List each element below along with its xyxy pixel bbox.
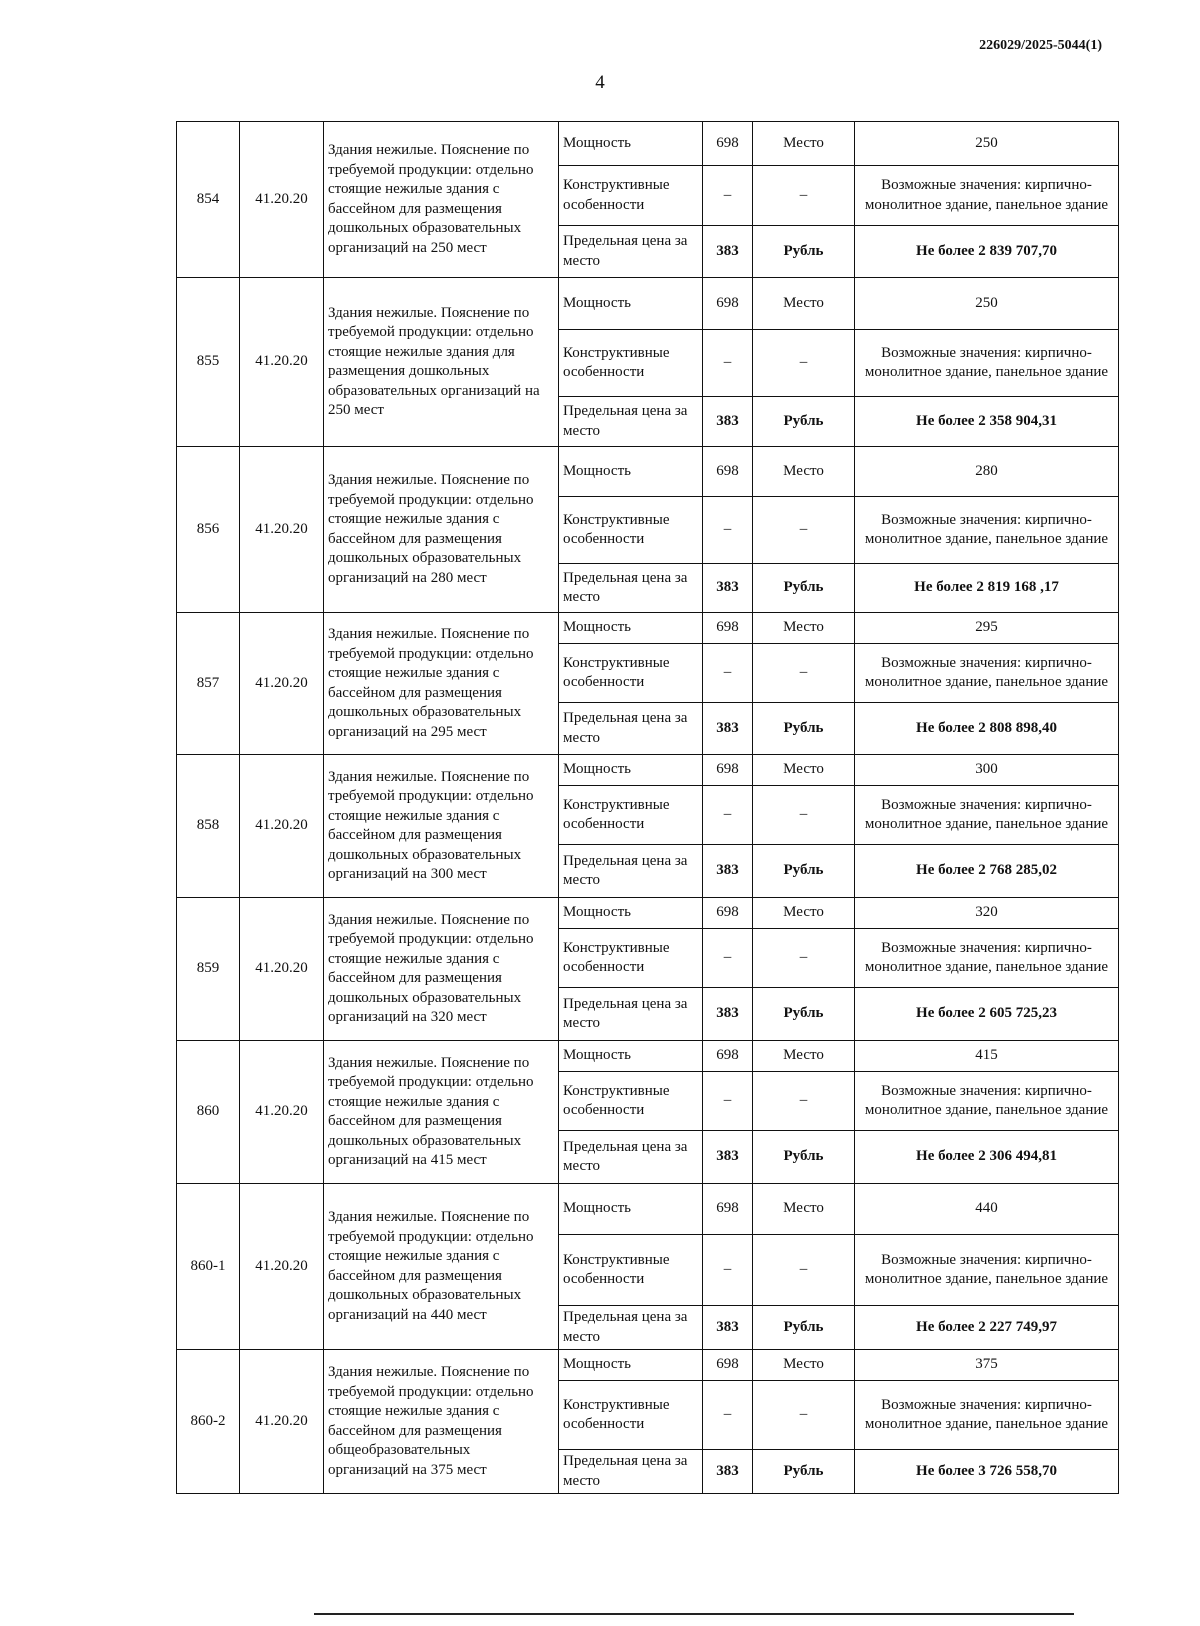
characteristic-name: Мощность (559, 278, 703, 330)
unit-name: – (753, 1381, 855, 1450)
unit-name: Рубль (753, 1131, 855, 1184)
row-number: 859 (177, 898, 240, 1041)
characteristic-name: Предельная цена за место (559, 845, 703, 898)
product-description: Здания нежилые. Пояснение по требуемой продукции: отдельно стоящие нежилые здания с бассейном для размещения дошкольных образовательных организаций на 440 мест (324, 1184, 559, 1350)
characteristic-value: Не более 2 819 168 ,17 (855, 564, 1119, 613)
unit-name: Рубль (753, 845, 855, 898)
page-number: 4 (595, 72, 605, 93)
unit-name: Место (753, 898, 855, 929)
characteristic-value: Возможные значения: кирпично-монолитное здание, панельное здание (855, 166, 1119, 226)
characteristic-name: Конструктивные особенности (559, 330, 703, 397)
characteristic-value: 415 (855, 1041, 1119, 1072)
characteristic-name: Конструктивные особенности (559, 1235, 703, 1306)
okei-code: 383 (703, 226, 753, 278)
okei-code: 383 (703, 1450, 753, 1494)
characteristic-name: Предельная цена за место (559, 1131, 703, 1184)
characteristic-value: Не более 2 605 725,23 (855, 988, 1119, 1041)
characteristic-name: Конструктивные особенности (559, 1072, 703, 1131)
okpd-code: 41.20.20 (240, 1184, 324, 1350)
unit-name: – (753, 1235, 855, 1306)
okei-code: 698 (703, 122, 753, 166)
unit-name: – (753, 929, 855, 988)
unit-name: Рубль (753, 1306, 855, 1350)
okpd-code: 41.20.20 (240, 898, 324, 1041)
characteristic-name: Мощность (559, 1184, 703, 1235)
characteristic-name: Мощность (559, 613, 703, 644)
row-number: 858 (177, 755, 240, 898)
product-description: Здания нежилые. Пояснение по требуемой продукции: отдельно стоящие нежилые здания с бассейном для размещения дошкольных образовательных организаций на 300 мест (324, 755, 559, 898)
product-description: Здания нежилые. Пояснение по требуемой продукции: отдельно стоящие нежилые здания с бассейном для размещения дошкольных образовательных организаций на 295 мест (324, 613, 559, 755)
table-row (177, 898, 1119, 929)
characteristic-value: Не более 2 227 749,97 (855, 1306, 1119, 1350)
characteristic-name: Предельная цена за место (559, 226, 703, 278)
unit-name: Рубль (753, 703, 855, 755)
okei-code: – (703, 929, 753, 988)
unit-name: Рубль (753, 226, 855, 278)
characteristic-value: Возможные значения: кирпично-монолитное здание, панельное здание (855, 1235, 1119, 1306)
table-row (177, 1184, 1119, 1235)
okpd-code: 41.20.20 (240, 613, 324, 755)
okei-code: 383 (703, 397, 753, 447)
product-description: Здания нежилые. Пояснение по требуемой продукции: отдельно стоящие нежилые здания для размещения дошкольных образовательных организаций на 250 мест (324, 278, 559, 447)
characteristic-name: Мощность (559, 1350, 703, 1381)
characteristic-name: Конструктивные особенности (559, 644, 703, 703)
row-number: 857 (177, 613, 240, 755)
product-description: Здания нежилые. Пояснение по требуемой продукции: отдельно стоящие нежилые здания с бассейном для размещения дошкольных образовательных организаций на 320 мест (324, 898, 559, 1041)
unit-name: Рубль (753, 564, 855, 613)
characteristic-value: Не более 2 768 285,02 (855, 845, 1119, 898)
unit-name: Место (753, 613, 855, 644)
okei-code: 383 (703, 845, 753, 898)
okei-code: 698 (703, 755, 753, 786)
okei-code: 698 (703, 1041, 753, 1072)
characteristic-value: Не более 2 808 898,40 (855, 703, 1119, 755)
okei-code: – (703, 1235, 753, 1306)
characteristic-value: Возможные значения: кирпично-монолитное здание, панельное здание (855, 644, 1119, 703)
unit-name: Рубль (753, 1450, 855, 1494)
table-row (177, 613, 1119, 644)
unit-name: – (753, 166, 855, 226)
okei-code: 698 (703, 278, 753, 330)
okei-code: 383 (703, 1306, 753, 1350)
unit-name: – (753, 330, 855, 397)
characteristic-name: Конструктивные особенности (559, 166, 703, 226)
characteristic-value: Не более 2 839 707,70 (855, 226, 1119, 278)
okei-code: 698 (703, 1184, 753, 1235)
table-row (177, 1041, 1119, 1072)
okei-code: – (703, 330, 753, 397)
okei-code: – (703, 644, 753, 703)
okei-code: 383 (703, 703, 753, 755)
unit-name: – (753, 644, 855, 703)
characteristic-name: Предельная цена за место (559, 1450, 703, 1494)
characteristic-value: Возможные значения: кирпично-монолитное здание, панельное здание (855, 786, 1119, 845)
characteristic-name: Мощность (559, 447, 703, 497)
row-number: 854 (177, 122, 240, 278)
okei-code: – (703, 1072, 753, 1131)
characteristic-value: Не более 2 306 494,81 (855, 1131, 1119, 1184)
okei-code: 383 (703, 1131, 753, 1184)
table-row (177, 122, 1119, 166)
okpd-code: 41.20.20 (240, 1041, 324, 1184)
characteristic-value: Возможные значения: кирпично-монолитное здание, панельное здание (855, 497, 1119, 564)
characteristic-value: Возможные значения: кирпично-монолитное здание, панельное здание (855, 330, 1119, 397)
characteristic-value: 440 (855, 1184, 1119, 1235)
characteristic-value: 300 (855, 755, 1119, 786)
characteristic-value: 320 (855, 898, 1119, 929)
characteristic-value: 250 (855, 278, 1119, 330)
product-description: Здания нежилые. Пояснение по требуемой продукции: отдельно стоящие нежилые здания с бассейном для размещения дошкольных образовательных организаций на 415 мест (324, 1041, 559, 1184)
characteristic-value: 250 (855, 122, 1119, 166)
characteristic-name: Предельная цена за место (559, 703, 703, 755)
characteristic-name: Мощность (559, 1041, 703, 1072)
characteristic-name: Конструктивные особенности (559, 786, 703, 845)
bottom-divider (314, 1613, 1074, 1615)
table-row (177, 755, 1119, 786)
unit-name: Место (753, 122, 855, 166)
unit-name: Место (753, 1041, 855, 1072)
okei-code: 698 (703, 447, 753, 497)
characteristic-name: Мощность (559, 898, 703, 929)
okpd-code: 41.20.20 (240, 447, 324, 613)
unit-name: – (753, 1072, 855, 1131)
unit-name: Место (753, 447, 855, 497)
okei-code: – (703, 497, 753, 564)
okei-code: 383 (703, 988, 753, 1041)
characteristic-name: Предельная цена за место (559, 988, 703, 1041)
table-row (177, 278, 1119, 330)
characteristic-value: Возможные значения: кирпично-монолитное здание, панельное здание (855, 1072, 1119, 1131)
characteristic-name: Предельная цена за место (559, 564, 703, 613)
characteristic-value: Не более 3 726 558,70 (855, 1450, 1119, 1494)
okei-code: – (703, 166, 753, 226)
characteristic-value: 280 (855, 447, 1119, 497)
characteristic-name: Конструктивные особенности (559, 929, 703, 988)
row-number: 856 (177, 447, 240, 613)
table-row (177, 447, 1119, 497)
row-number: 855 (177, 278, 240, 447)
specification-table (176, 121, 1119, 1494)
unit-name: Рубль (753, 397, 855, 447)
okei-code: 698 (703, 898, 753, 929)
characteristic-name: Мощность (559, 122, 703, 166)
product-description: Здания нежилые. Пояснение по требуемой продукции: отдельно стоящие нежилые здания с бассейном для размещения общеобразовательных организаций на 375 мест (324, 1350, 559, 1494)
characteristic-name: Предельная цена за место (559, 1306, 703, 1350)
unit-name: Место (753, 755, 855, 786)
characteristic-name: Предельная цена за место (559, 397, 703, 447)
row-number: 860-2 (177, 1350, 240, 1494)
row-number: 860-1 (177, 1184, 240, 1350)
unit-name: – (753, 786, 855, 845)
table-row (177, 1350, 1119, 1381)
unit-name: Место (753, 1184, 855, 1235)
okei-code: – (703, 1381, 753, 1450)
product-description: Здания нежилые. Пояснение по требуемой продукции: отдельно стоящие нежилые здания с бассейном для размещения дошкольных образовательных организаций на 250 мест (324, 122, 559, 278)
characteristic-value: Возможные значения: кирпично-монолитное здание, панельное здание (855, 1381, 1119, 1450)
unit-name: Место (753, 278, 855, 330)
specification-body (177, 122, 1119, 1494)
okpd-code: 41.20.20 (240, 122, 324, 278)
okei-code: 698 (703, 613, 753, 644)
characteristic-value: Не более 2 358 904,31 (855, 397, 1119, 447)
characteristic-name: Конструктивные особенности (559, 497, 703, 564)
product-description: Здания нежилые. Пояснение по требуемой продукции: отдельно стоящие нежилые здания с бассейном для размещения дошкольных образовательных организаций на 280 мест (324, 447, 559, 613)
characteristic-value: 295 (855, 613, 1119, 644)
document-number: 226029/2025-5044(1) (979, 38, 1102, 53)
okpd-code: 41.20.20 (240, 1350, 324, 1494)
okpd-code: 41.20.20 (240, 755, 324, 898)
characteristic-name: Мощность (559, 755, 703, 786)
okei-code: 698 (703, 1350, 753, 1381)
characteristic-name: Конструктивные особенности (559, 1381, 703, 1450)
okei-code: 383 (703, 564, 753, 613)
okei-code: – (703, 786, 753, 845)
okpd-code: 41.20.20 (240, 278, 324, 447)
row-number: 860 (177, 1041, 240, 1184)
unit-name: Место (753, 1350, 855, 1381)
unit-name: Рубль (753, 988, 855, 1041)
unit-name: – (753, 497, 855, 564)
characteristic-value: Возможные значения: кирпично-монолитное здание, панельное здание (855, 929, 1119, 988)
characteristic-value: 375 (855, 1350, 1119, 1381)
